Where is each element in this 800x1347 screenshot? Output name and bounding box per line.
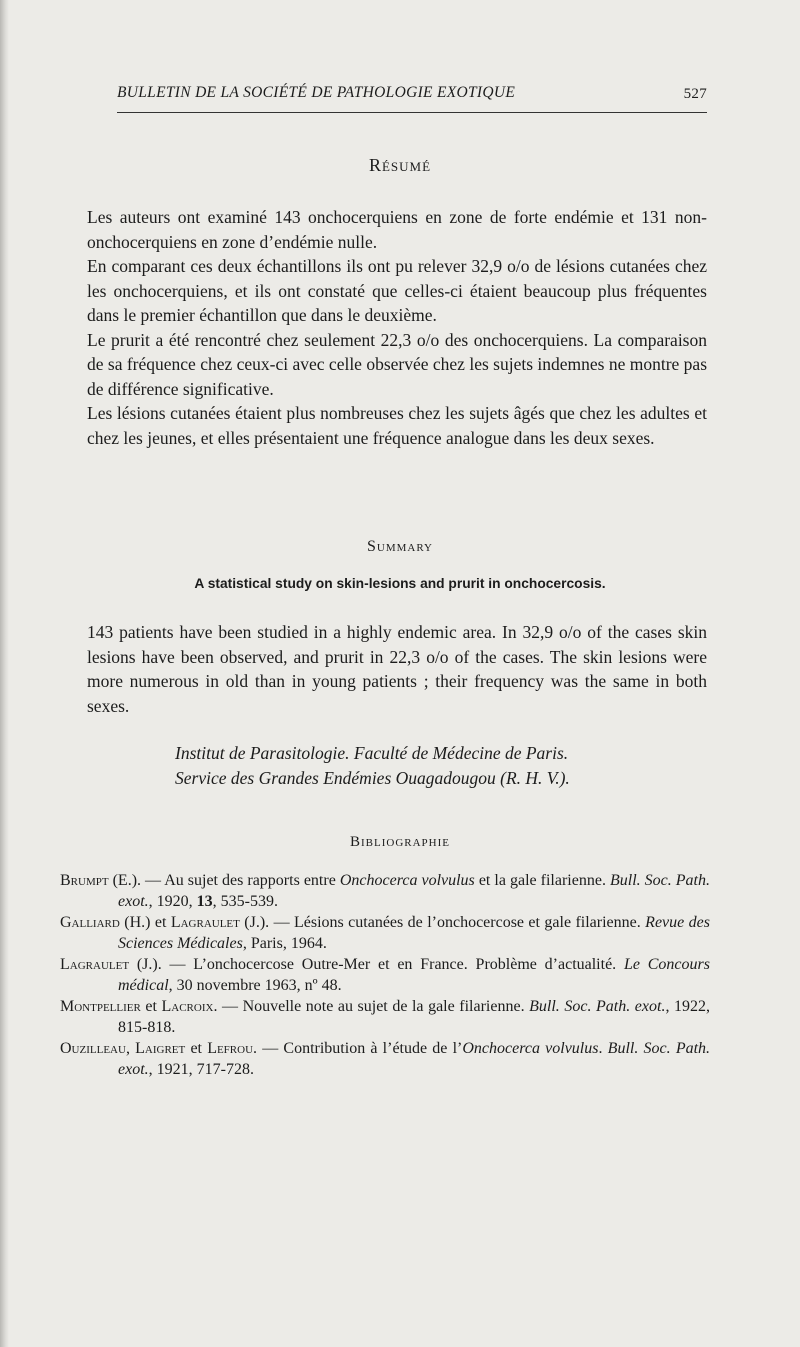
reference-item: Brumpt (E.). — Au sujet des rapports entre Onchocerca volvulus et la gale filarienne. Bull. Soc. Path. exot., 1920, 13, 535-539. [60, 872, 711, 910]
resume-paragraph: Le prurit a été rencontré chez seulement 22,3 o/o des onchocerquiens. La comparaison de sa fréquence chez ceux-ci avec celle observée chez les sujets indemnes ne montre pas de différence significative. [87, 329, 707, 399]
resume-heading: Résumé [368, 155, 432, 175]
reference-item: Montpellier et Lacroix. — Nouvelle note au sujet de la gale filarienne. Bull. Soc. Path. exot., 1922, 815-818. [60, 998, 711, 1036]
reference-author: Ouzilleau [60, 1040, 126, 1057]
summary-subtitle: A statistical study on skin-lesions and prurit in onchocercosis. [194, 576, 606, 591]
affiliation-line-2: Service des Grandes Endémies Ouagadougou (R. H. V.). [175, 768, 570, 788]
reference-journal: Bull. Soc. Path. exot. [118, 1040, 711, 1078]
page-number: 527 [683, 86, 707, 102]
reference-item: Galliard (H.) et Lagraulet (J.). — Lésions cutanées de l’onchocercose et gale filarienne. Revue des Sciences Médicales, Paris, 1964. [60, 914, 710, 952]
reference-author: Laigret [135, 1040, 186, 1057]
affiliation-line-1: Institut de Parasitologie. Faculté de Médecine de Paris. [175, 743, 569, 763]
running-header [117, 84, 707, 108]
reference-species: Onchocerca volvulus [339, 872, 475, 889]
reference-author: Lefrou [207, 1040, 254, 1057]
reference-journal: Le Concours médical [118, 956, 710, 994]
summary-body [87, 620, 707, 718]
reference-item: Ouzilleau, Laigret et Lefrou. — Contribution à l’étude de l’Onchocerca volvulus. Bull. Soc. Path. exot., 1921, 717-728. [60, 1040, 711, 1078]
reference-author: Montpellier [60, 998, 141, 1015]
bibliography-heading: Bibliographie [350, 834, 450, 850]
header-rule [117, 112, 707, 113]
reference-author: Lacroix [161, 998, 214, 1015]
page-edge-shadow [0, 0, 9, 1347]
reference-item: Lagraulet (J.). — L’onchocercose Outre-Mer et en France. Problème d’actualité. Le Concours médical, 30 novembre 1963, nº 48. [60, 956, 710, 994]
reference-author: Brumpt [60, 872, 109, 889]
resume-body [87, 205, 707, 450]
resume-paragraph: Les lésions cutanées étaient plus nombreuses chez les sujets âgés que chez les adultes et chez les jeunes, et elles présentaient une fréquence analogue dans les deux sexes. [87, 403, 707, 448]
bibliography-list [60, 870, 710, 1080]
reference-journal: Bull. Soc. Path. exot. [118, 872, 711, 910]
reference-author: Lagraulet [60, 956, 130, 973]
resume-paragraph: En comparant ces deux échantillons ils ont pu relever 32,9 o/o de lésions cutanées chez les onchocerquiens, et ils ont constaté que celles-ci étaient beaucoup plus fréquentes dans le premier échantillon que dans le deuxième. [87, 256, 707, 325]
affiliation [175, 741, 715, 791]
reference-species: Onchocerca volvulus [462, 1040, 599, 1057]
summary-heading: Summary [366, 538, 434, 555]
reference-author: Lagraulet [170, 914, 240, 931]
reference-volume: 13 [196, 893, 213, 910]
reference-journal: Bull. Soc. Path. exot. [529, 998, 666, 1015]
reference-journal: Revue des Sciences Médicales [118, 914, 710, 952]
resume-paragraph: Les auteurs ont examiné 143 onchocerquiens en zone de forte endémie et 131 non-onchocerquiens en zone d’endémie nulle. [87, 207, 707, 252]
summary-paragraph: 143 patients have been studied in a highly endemic area. In 32,9 o/o of the cases skin lesions have been observed, and prurit in 22,3 o/o of the cases. The skin lesions were more numerous in old than in young patients ; their frequency was the same in both sexes. [87, 622, 707, 716]
journal-title: BULLETIN DE LA SOCIÉTÉ DE PATHOLOGIE EXOTIQUE [117, 84, 516, 101]
reference-author: Galliard [60, 914, 120, 931]
